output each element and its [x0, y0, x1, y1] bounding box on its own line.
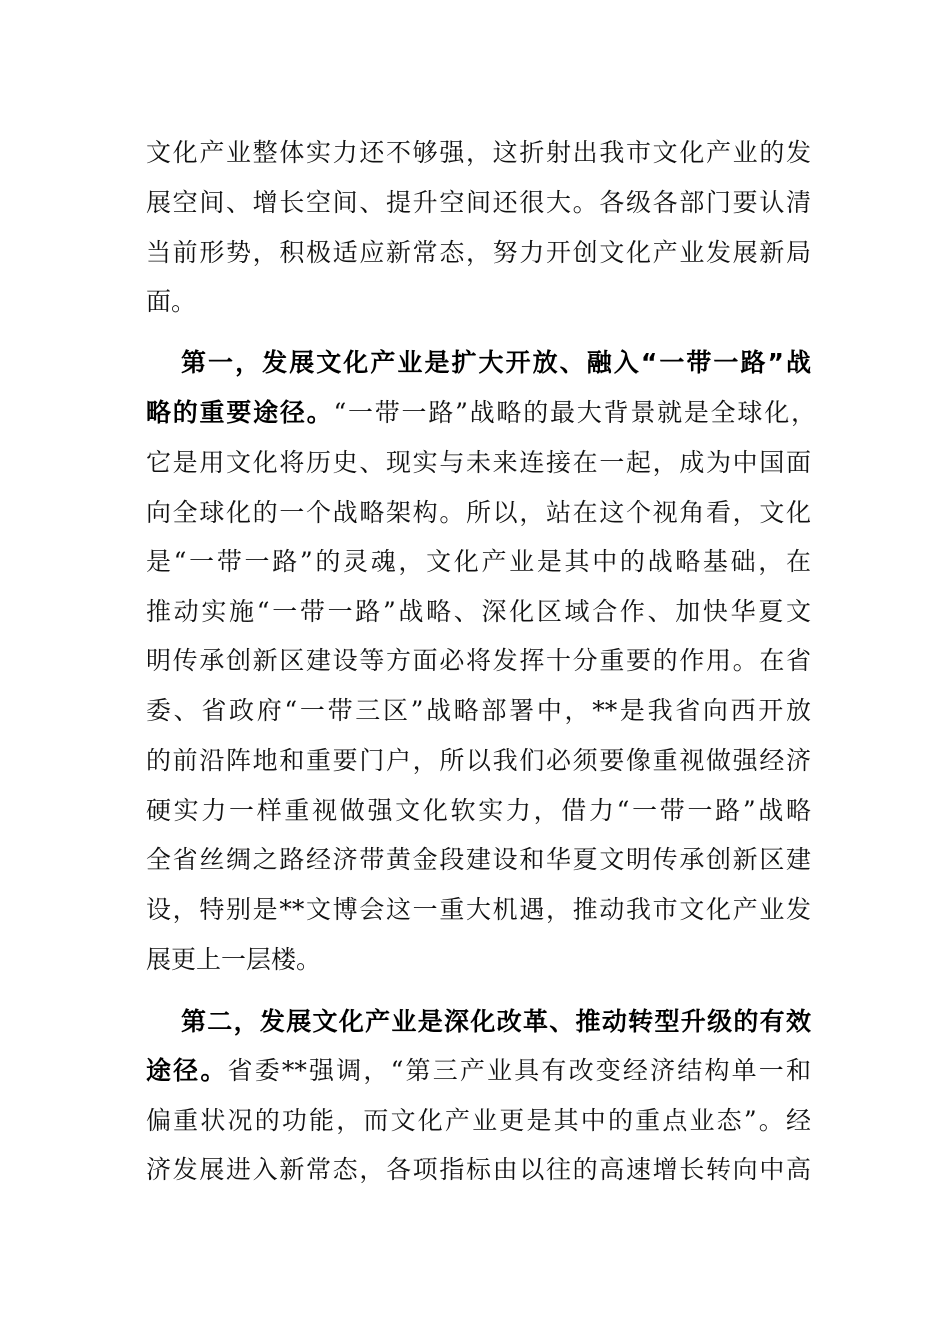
paragraph-text: 省委**强调，“第三产业具有改变经济结构单一和 [227, 1056, 811, 1085]
paragraph-line: 推动实施“一带一路”战略、深化区域合作、加快华夏文 [146, 597, 811, 626]
paragraph-line: 它是用文化将历史、现实与未来连接在一起，成为中国面 [146, 448, 811, 477]
section-heading-line: 第二，发展文化产业是深化改革、推动转型升级的有效 [181, 1007, 811, 1036]
paragraph-line: 当前形势，积极适应新常态，努力开创文化产业发展新局 [146, 238, 811, 267]
paragraph-line: 展空间、增长空间、提升空间还很大。各级各部门要认清 [146, 188, 811, 217]
paragraph-line: 明传承创新区建设等方面必将发挥十分重要的作用。在省 [146, 646, 811, 675]
section-heading-line: 第一，发展文化产业是扩大开放、融入“一带一路”战 [181, 348, 811, 377]
paragraph-line: 向全球化的一个战略架构。所以，站在这个视角看，文化 [146, 498, 811, 527]
section-heading-tail: 途径。 [146, 1056, 228, 1085]
paragraph-line [146, 1046, 811, 1096]
paragraph-line: 展更上一层楼。 [146, 945, 322, 974]
paragraph-line: 偏重状况的功能，而文化产业更是其中的重点业态”。经 [146, 1106, 811, 1135]
paragraph-line: 全省丝绸之路经济带黄金段建设和华夏文明传承创新区建 [146, 845, 811, 874]
section-heading-tail: 略的重要途径。 [146, 398, 334, 427]
paragraph-line: 设，特别是**文博会这一重大机遇，推动我市文化产业发 [146, 895, 811, 924]
paragraph-line: 的前沿阵地和重要门户，所以我们必须要像重视做强经济 [146, 746, 811, 775]
paragraph-text: “一带一路”战略的最大背景就是全球化， [333, 398, 816, 427]
paragraph-line: 面。 [146, 287, 197, 316]
paragraph-line: 硬实力一样重视做强文化软实力，借力“一带一路”战略 [146, 796, 811, 825]
paragraph-line: 文化产业整体实力还不够强，这折射出我市文化产业的发 [146, 138, 811, 167]
paragraph-line: 济发展进入新常态，各项指标由以往的高速增长转向中高 [146, 1155, 811, 1184]
paragraph-line: 是“一带一路”的灵魂，文化产业是其中的战略基础，在 [146, 547, 811, 576]
paragraph-line [146, 388, 816, 438]
paragraph-line: 委、省政府“一带三区”战略部署中，**是我省向西开放 [146, 696, 811, 725]
